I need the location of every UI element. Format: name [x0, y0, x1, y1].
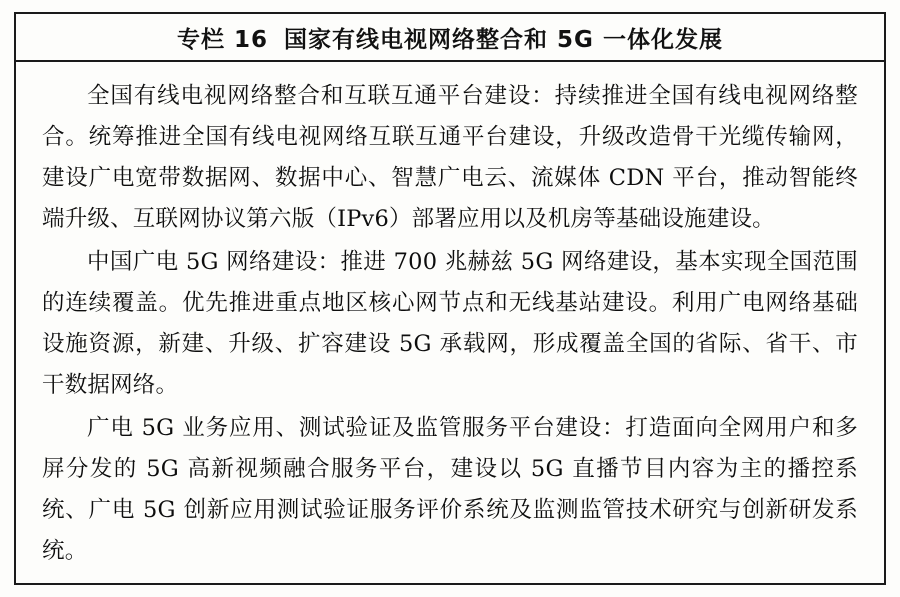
paragraph-2: 中国广电 5G 网络建设：推进 700 兆赫兹 5G 网络建设，基本实现全国范围的连续覆盖。优先推进重点地区核心网节点和无线基站建设。利用广电网络基础设施资源，新建、升级、扩容建设 5G 承载网，形成覆盖全国的省际、省干、市干数据网络。 [42, 249, 858, 398]
page-title [177, 21, 723, 54]
callout-title-row [16, 14, 884, 62]
callout-body [16, 62, 884, 584]
callout-number: 专栏 16 [177, 26, 269, 53]
callout-box [14, 12, 886, 585]
paragraph-3: 广电 5G 业务应用、测试验证及监管服务平台建设：打造面向全网用户和多屏分发的 5G 高新视频融合服务平台，建设以 5G 直播节目内容为主的播控系统、广电 5G 创新应用测试验证服务评价系统及监测监管技术研究与创新研发系统。 [42, 415, 858, 564]
callout-heading: 国家有线电视网络整合和 5G 一体化发展 [284, 26, 723, 53]
paragraph-1: 全国有线电视网络整合和互联互通平台建设：持续推进全国有线电视网络整合。统筹推进全国有线电视网络互联互通平台建设，升级改造骨干光缆传输网，建设广电宽带数据网、数据中心、智慧广电云、流媒体 CDN 平台，推动智能终端升级、互联网协议第六版（IPv6）部署应用以及机房等基础设施建设。 [42, 83, 858, 232]
